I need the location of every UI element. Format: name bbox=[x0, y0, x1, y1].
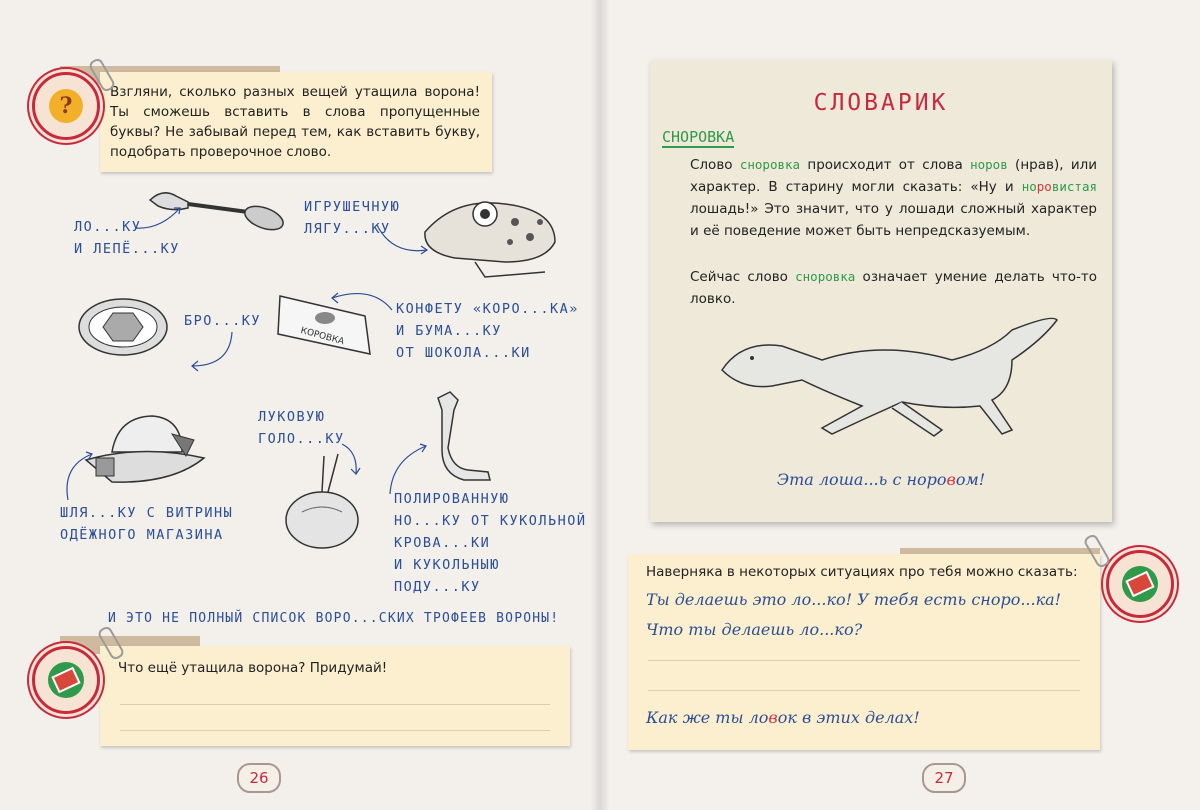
label-spoon-1: ЛО...КУ bbox=[74, 219, 142, 235]
label-candy-2: И БУМА...КУ bbox=[396, 323, 502, 339]
label-brooch: БРО...КУ bbox=[184, 313, 262, 329]
question-text: Что ещё утащила ворона? Придумай! bbox=[118, 660, 388, 676]
hat-illustration bbox=[82, 412, 208, 486]
dictionary-card bbox=[650, 60, 1112, 522]
script-line-3: Как же ты ловок в этих делах! bbox=[646, 708, 920, 727]
page-number-left: 26 bbox=[237, 763, 281, 793]
label-onion-2: ГОЛО...КУ bbox=[258, 431, 345, 447]
book-badge bbox=[32, 646, 100, 714]
label-onion-1: ЛУКОВУЮ bbox=[258, 409, 326, 425]
arrow-icon bbox=[182, 328, 242, 374]
arrow-icon bbox=[130, 200, 190, 240]
page-number-right: 27 bbox=[922, 763, 966, 793]
question-badge bbox=[32, 72, 100, 140]
label-hat-1: ШЛЯ...КУ С ВИТРИНЫ bbox=[60, 505, 234, 521]
question-icon: ? bbox=[49, 89, 83, 123]
label-candy-3: ОТ ШОКОЛА...КИ bbox=[396, 345, 531, 361]
expression-intro: Наверняка в некоторых ситуациях про тебя можно сказать: bbox=[646, 564, 1078, 580]
label-leg-2: НО...КУ ОТ КУКОЛЬНОЙ bbox=[394, 513, 587, 529]
dictionary-paragraph-1: Слово сноровка происходит от слова норов (нрав), или характер. В старину могли сказать: «Ну и норовистая лошадь!» Это значит, что у лошади сложный характер и её поведение может быть непредсказуемым. bbox=[690, 157, 1097, 239]
book-icon bbox=[1122, 566, 1158, 602]
arrow-icon bbox=[372, 220, 432, 260]
furniture-leg-illustration bbox=[428, 388, 498, 484]
arrow-icon bbox=[338, 440, 368, 480]
writing-line bbox=[120, 704, 550, 705]
dictionary-paragraph-2: Сейчас слово сноровка означает умение делать что-то ловко. bbox=[690, 269, 1097, 307]
horse-caption: Эта лоша...ь с норовом! bbox=[776, 470, 986, 489]
label-frog-1: ИГРУШЕЧНУЮ bbox=[304, 199, 401, 215]
label-leg-1: ПОЛИРОВАННУЮ bbox=[394, 491, 510, 507]
writing-line bbox=[120, 730, 550, 731]
book-badge bbox=[1106, 550, 1174, 618]
script-line-1: Ты делаешь это ло...ко! У тебя есть сноро...ка! bbox=[646, 590, 1062, 609]
label-leg-5: ПОДУ...КУ bbox=[394, 579, 481, 595]
dictionary-word: СНОРОВКА bbox=[662, 128, 735, 146]
label-spoon-2: И ЛЕПЁ...КУ bbox=[74, 241, 180, 257]
arrow-icon bbox=[322, 280, 402, 320]
label-candy-1: КОНФЕТУ «КОРО...КА» bbox=[396, 301, 579, 317]
brooch-illustration bbox=[76, 296, 170, 358]
book-icon bbox=[48, 662, 84, 698]
label-frog-2: ЛЯГУ...КУ bbox=[304, 221, 391, 237]
writing-line bbox=[648, 690, 1080, 691]
label-hat-2: ОДЁЖНОГО МАГАЗИНА bbox=[60, 527, 224, 543]
horse-illustration bbox=[712, 310, 1062, 450]
book-gutter bbox=[590, 0, 610, 810]
script-line-2: Что ты делаешь ло...ко? bbox=[646, 620, 863, 639]
writing-line bbox=[648, 660, 1080, 661]
task-text: Взгляни, сколько разных вещей утащила ворона! Ты сможешь вставить в слова пропущенные буквы? Не забывай перед тем, как вставить букву, подобрать проверочное слово. bbox=[110, 84, 480, 160]
arrow-icon bbox=[58, 446, 98, 506]
toy-frog-illustration bbox=[415, 192, 565, 282]
label-leg-3: КРОВА...КИ bbox=[394, 535, 491, 551]
summary-text: И ЭТО НЕ ПОЛНЫЙ СПИСОК ВОРО...СКИХ ТРОФЕЕВ ВОРОНЫ! bbox=[108, 611, 560, 626]
dictionary-title: СЛОВАРИК bbox=[813, 90, 949, 116]
candy-wrapper-text: КОРОВКА bbox=[299, 325, 346, 348]
label-leg-4: И КУКОЛЬНЫЮ bbox=[394, 557, 500, 573]
